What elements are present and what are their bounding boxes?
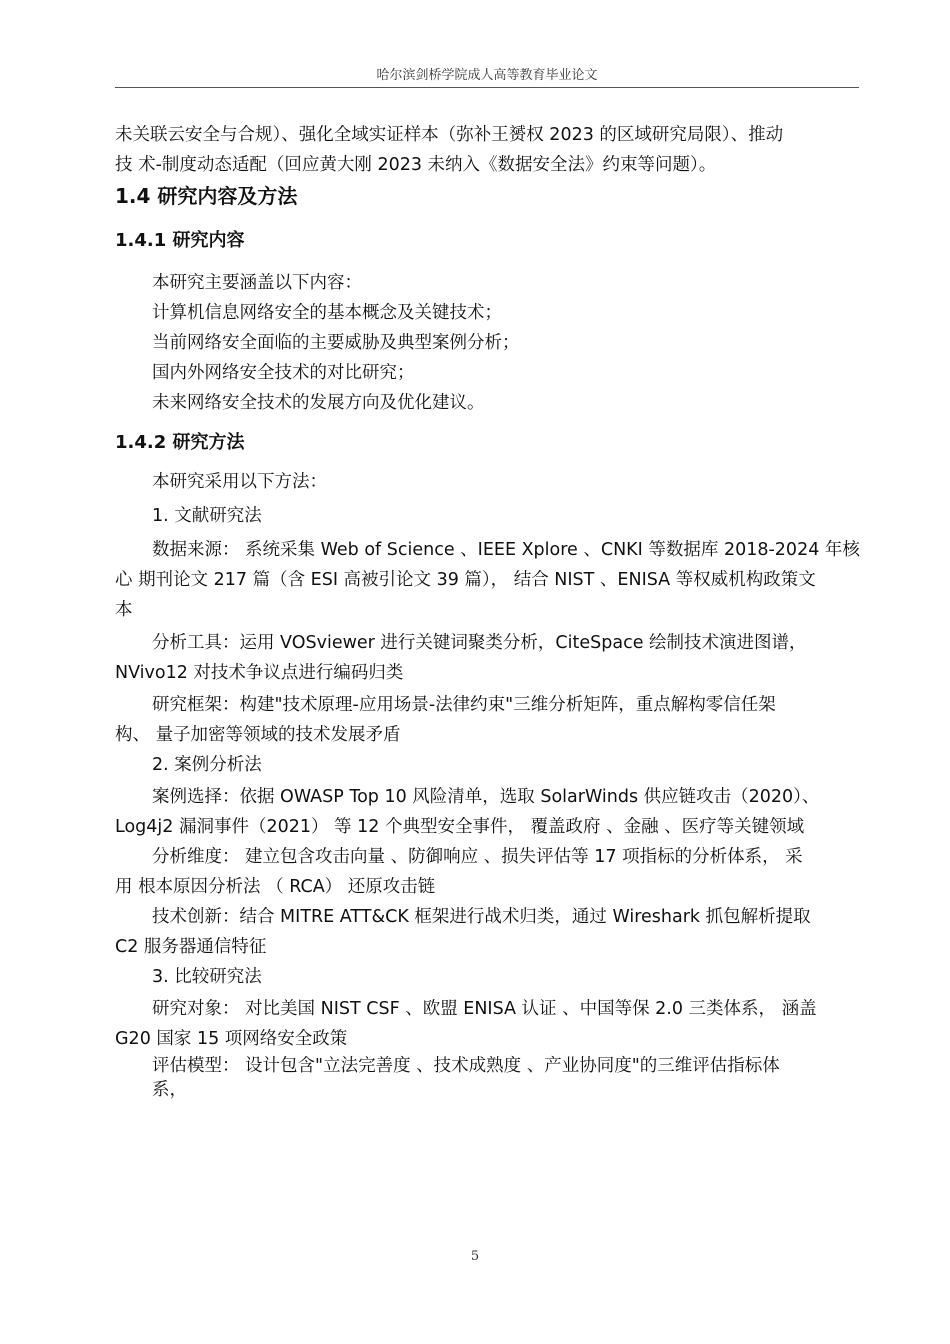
content-list <box>115 268 860 418</box>
method-line: G20 国家 15 项网络安全政策 <box>115 1029 348 1049</box>
page-header: 哈尔滨剑桥学院成人高等教育毕业论文 <box>376 68 598 83</box>
section-heading <box>115 181 860 211</box>
intro-line: 技 术-制度动态适配（回应黄大刚 2023 未纳入《数据安全法》约束等问题）。 <box>115 155 717 175</box>
method-line: 心 期刊论文 217 篇（含 ESI 高被引论文 39 篇）， 结合 NIST 、ENISA 等权威机构政策文 <box>115 570 816 590</box>
method-line: 系， <box>152 1080 187 1100</box>
subsection-title: 1.4.1 研究内容 <box>115 230 245 251</box>
header-divider <box>115 87 859 88</box>
method-line: 构、 量子加密等领域的技术发展矛盾 <box>115 725 401 745</box>
subsection-methods <box>115 428 860 458</box>
method-line: 研究框架：构建"技术原理-应用场景-法律约束"三维分析矩阵，重点解构零信任架 <box>152 695 776 715</box>
subsection-content <box>115 226 860 256</box>
method-line: 分析工具：运用 VOSviewer 进行关键词聚类分析，CiteSpace 绘制技术演进图谱， <box>152 633 807 653</box>
method-line: Log4j2 漏洞事件（2021） 等 12 个典型安全事件， 覆盖政府 、金融 、医疗等关键领域 <box>115 817 805 837</box>
intro-line: 未关联云安全与合规）、强化全域实证样本（弥补王赟权 2023 的区域研究局限）、推动 <box>115 125 784 145</box>
method-line: 技术创新：结合 MITRE ATT&CK 框架进行战术归类，通过 Wireshark 抓包解析提取 <box>152 907 811 927</box>
list-item: 计算机信息网络安全的基本概念及关键技术； <box>152 303 502 323</box>
content-lead: 本研究主要涵盖以下内容： <box>152 273 362 293</box>
method-line: 用 根本原因分析法 （ RCA） 还原攻击链 <box>115 877 436 897</box>
method-line: 本 <box>115 600 133 620</box>
method-line: 分析维度： 建立包含攻击向量 、防御响应 、损失评估等 17 项指标的分析体系， 采 <box>152 847 803 867</box>
method-line: C2 服务器通信特征 <box>115 937 267 957</box>
method-line: 数据来源： 系统采集 Web of Science 、IEEE Xplore 、CNKI 等数据库 2018-2024 年核 <box>152 540 860 560</box>
subsection-title: 1.4.2 研究方法 <box>115 432 245 453</box>
methods-lead: 本研究采用以下方法： <box>152 472 327 492</box>
list-item: 未来网络安全技术的发展方向及优化建议。 <box>152 393 485 413</box>
method-line: 研究对象： 对比美国 NIST CSF 、欧盟 ENISA 认证 、中国等保 2.0 三类体系， 涵盖 <box>152 999 817 1019</box>
method-title: 3. 比较研究法 <box>152 967 262 987</box>
methods-body <box>115 467 860 1102</box>
method-line: 评估模型： 设计包含"立法完善度 、技术成熟度 、产业协同度"的三维评估指标体 <box>152 1056 780 1076</box>
intro-paragraph <box>115 120 860 180</box>
list-item: 当前网络安全面临的主要威胁及典型案例分析； <box>152 333 520 353</box>
method-title: 1. 文献研究法 <box>152 506 262 526</box>
method-title: 2. 案例分析法 <box>152 755 262 775</box>
section-title: 1.4 研究内容及方法 <box>115 184 298 208</box>
list-item: 国内外网络安全技术的对比研究； <box>152 363 415 383</box>
method-line: NVivo12 对技术争议点进行编码归类 <box>115 663 404 683</box>
method-line: 案例选择：依据 OWASP Top 10 风险清单，选取 SolarWinds 供应链攻击（2020）、 <box>152 787 820 807</box>
page-number: 5 <box>470 1249 480 1264</box>
